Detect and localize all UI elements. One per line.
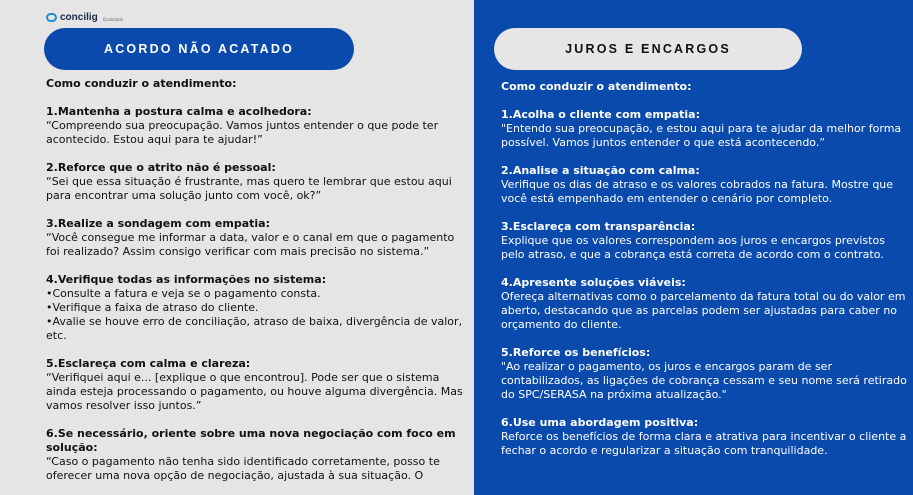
left-content [46, 77, 470, 495]
step-text: "Ao realizar o pagamento, os juros e encargos param de ser contabilizados, as ligações de cobrança cessam e seu nome será retirado do SPC/SERASA na próxima atualização." [501, 360, 907, 401]
step-text: Verifique os dias de atraso e os valores cobrados na fatura. Mostre que você está empenhado em entender o cenário por completo. [501, 178, 894, 205]
left-step-3 [46, 217, 470, 259]
right-step-4 [501, 276, 909, 332]
right-content [501, 80, 909, 472]
step-title: 2.Reforce que o atrito não é pessoal: [46, 161, 276, 174]
step-title: 3.Esclareça com transparência: [501, 220, 696, 233]
logo-name: concilig [60, 12, 98, 23]
left-step-4 [46, 273, 470, 343]
right-step-5 [501, 346, 909, 402]
right-step-1 [501, 108, 909, 150]
step-bullets [46, 287, 470, 343]
left-step-6 [46, 427, 470, 483]
bullet-item: •Consulte a fatura e veja se o pagamento consta. [46, 287, 321, 300]
right-step-6 [501, 416, 909, 458]
step-title: 3.Realize a sondagem com empatia: [46, 217, 270, 230]
concilig-logo [46, 12, 123, 23]
left-step-1 [46, 105, 470, 147]
step-text: "Entendo sua preocupação, e estou aqui para te ajudar da melhor forma possível. Vamos juntos entender o que está acontecendo.” [501, 122, 902, 149]
step-text: Reforce os benefícios de forma clara e atrativa para incentivar o cliente a fechar o acordo e regularizar a situação com tranquilidade. [501, 430, 907, 457]
step-title: 4.Verifique todas as informações no sistema: [46, 273, 327, 286]
bullet-item: •Verifique a faixa de atraso do cliente. [46, 301, 259, 314]
step-text: “Sei que essa situação é frustrante, mas quero te lembrar que estou aqui para encontrar uma solução junto com você, ok?” [46, 175, 452, 202]
step-title: 5.Esclareça com calma e clareza: [46, 357, 251, 370]
step-title: 2.Analise a situação com calma: [501, 164, 700, 177]
step-text: “Caso o pagamento não tenha sido identificado corretamente, posso te oferecer uma nova opção de negociação, ajustada à sua situação. O [46, 455, 440, 482]
step-title: 1.Mantenha a postura calma e acolhedora: [46, 105, 312, 118]
concilig-logo-icon [46, 13, 57, 22]
left-step-5 [46, 357, 470, 413]
right-step-3 [501, 220, 909, 262]
step-text: Explique que os valores correspondem aos juros e encargos previstos pelo atraso, e que a cobrança está correta de acordo com o contrato. [501, 234, 885, 261]
step-title: 6.Se necessário, oriente sobre uma nova negociação com foco em solução: [46, 427, 456, 454]
acordo-nao-acatado-title: ACORDO NÃO ACATADO [44, 28, 354, 70]
left-intro: Como conduzir o atendimento: [46, 77, 237, 90]
juros-e-encargos-title: JUROS E ENCARGOS [494, 28, 802, 70]
step-text: Ofereça alternativas como o parcelamento da fatura total ou do valor em aberto, destacando que as parcelas podem ser ajustadas para caber no orçamento do cliente. [501, 290, 906, 331]
left-step-2 [46, 161, 470, 203]
step-text: “Verifiquei aqui e... [explique o que encontrou]. Pode ser que o sistema ainda esteja processando o pagamento, ou houve alguma divergência. Mas vamos resolver isso juntos.” [46, 371, 463, 412]
step-title: 6.Use uma abordagem positiva: [501, 416, 699, 429]
step-title: 1.Acolha o cliente com empatia: [501, 108, 701, 121]
logo-sub: Qualidade [102, 16, 124, 22]
right-intro: Como conduzir o atendimento: [501, 80, 692, 93]
step-text: “Compreendo sua preocupação. Vamos juntos entender o que pode ter acontecido. Estou aqui para te ajudar!” [46, 119, 439, 146]
step-text: “Você consegue me informar a data, valor e o canal em que o pagamento foi realizado? Assim consigo verificar com mais precisão no sistema.” [46, 231, 455, 258]
bullet-item: •Avalie se houve erro de conciliação, atraso de baixa, divergência de valor, etc. [46, 315, 463, 342]
step-title: 5.Reforce os benefícios: [501, 346, 651, 359]
right-panel [474, 0, 913, 495]
right-step-2 [501, 164, 909, 206]
step-title: 4.Apresente soluções viáveis: [501, 276, 686, 289]
